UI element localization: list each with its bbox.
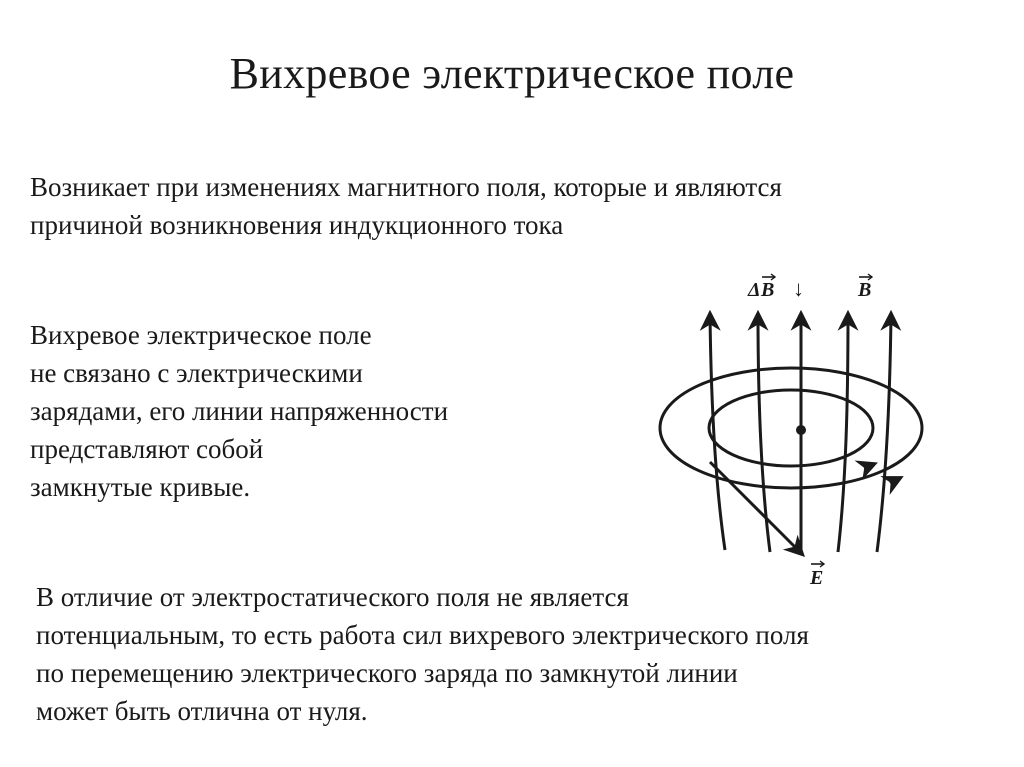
b-letter: B <box>858 279 872 301</box>
intro-paragraph <box>30 168 782 244</box>
description-line-5: замкнутые кривые. <box>30 472 251 502</box>
b-label <box>857 274 872 301</box>
outer-loop-direction-arrow <box>890 478 900 483</box>
inner-loop-direction-arrow <box>864 464 874 468</box>
description-line-4: представляют собой <box>30 434 264 464</box>
down-arrow-icon: ↓ <box>793 276 804 301</box>
description-line-3: зарядами, его линии напряженности <box>30 396 449 426</box>
b-field-line-1 <box>710 314 725 550</box>
delta-b-prefix: Δ <box>748 279 761 301</box>
center-point <box>796 425 806 435</box>
intro-line-2: причиной возникновения индукционного тока <box>30 210 564 240</box>
b-field-line-5 <box>877 314 891 552</box>
intro-line-1: Возникает при изменениях магнитного поля, которые и являются <box>30 172 782 202</box>
description-paragraph <box>30 316 448 506</box>
b-field-line-4 <box>838 314 848 552</box>
e-letter: E <box>810 567 824 589</box>
e-label <box>809 561 824 589</box>
description-line-2: не связано с электрическими <box>30 358 363 388</box>
outer-field-loop <box>660 368 922 488</box>
vortex-field-diagram <box>648 262 948 592</box>
comparison-line-3: по перемещению электрического заряда по замкнутой линии <box>36 658 738 688</box>
description-line-1: Вихревое электрическое поле <box>30 320 372 350</box>
comparison-line-1: В отличие от электростатического поля не является <box>36 582 629 612</box>
comparison-line-2: потенциальным, то есть работа сил вихревого электрического поля <box>36 620 809 650</box>
comparison-line-4: может быть отлична от нуля. <box>36 696 368 726</box>
delta-b-letter: B <box>761 279 775 301</box>
delta-b-label <box>747 274 775 301</box>
comparison-paragraph <box>36 578 809 730</box>
slide-title: Вихревое электрическое поле <box>229 49 795 98</box>
